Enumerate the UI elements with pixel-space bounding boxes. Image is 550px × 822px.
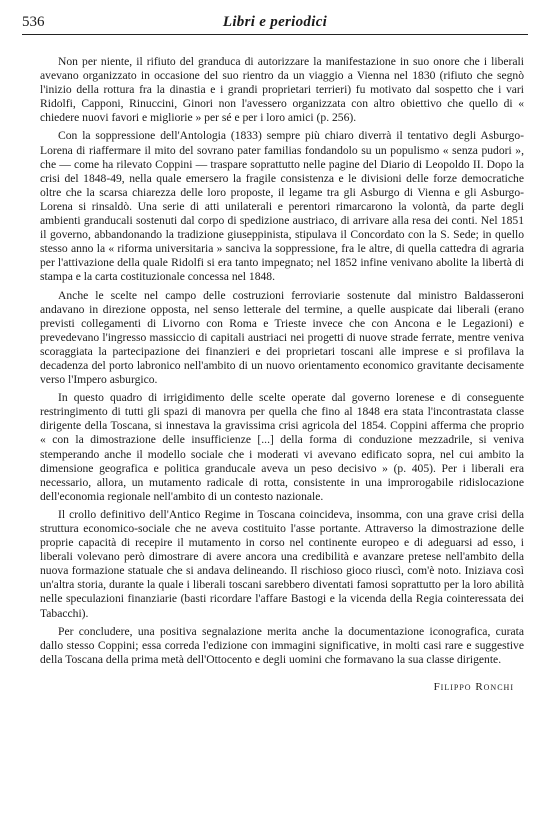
author-signature: Filippo Ronchi [433,680,514,693]
paragraph: Con la soppressione dell'Antologia (1833) sempre più chiaro diverrà il tentativo degli Asburgo-Lorena di riaffermare il mito del sovrano pater familias fondandolo su un populismo « senza pudori », che — come ha rilevato Coppini — traspare soprattutto nelle pagine del Diario di Leopoldo II. Dopo la crisi del 1848-49, nella quale emersero la fragile consistenza e le divisioni delle forze democratiche oltre che la scarsa chiarezza delle loro proposte, il legame tra gli Asburgo di Vienna e gli Asburgo-Lorena si rinsaldò. Una serie di atti unilaterali e perentori rimarcarono la volontà, da parte degli ambienti granducali sostenuti dal corpo di spedizione austriaco, di arrivare alla resa dei conti. Nel 1851 il governo, abbandonando la tradizione giuseppinista, stipulava il Concordato con la S. Sede; in quello stesso anno la « riforma universitaria » sanciva la soppressione, fra le altre, di quella cattedra di agraria per l'attivazione della quale Ridolfi si era tanto impegnato; nel 1852 infine venivano abolite la libertà di stampa e la carta costituzionale concessa nel 1848. [40,129,524,284]
paragraph: Il crollo definitivo dell'Antico Regime in Toscana coincideva, insomma, con una grave crisi della struttura economico-sociale che ne aveva costituito l'asse portante. Attraverso la dimostrazione delle proprie capacità di recepire il mutamento in corso nel continente europeo e di adeguarsi ad esso, i liberali volevano però dimostrare di avere ancora una credibilità e avanzare pretese nell'ambito della nuova formazione statuale che si andava delineando. Il rischioso gioco riuscì, com'è noto. Iniziava così un'altra storia, durante la quale i liberali toscani sarebbero diventati famosi soprattutto per la loro abilità nelle speculazioni finanziarie (basti ricordare l'affare Bastogi e la vicenda della Regia cointeressata dei Tabacchi). [40,507,524,620]
paragraph: Non per niente, il rifiuto del granduca di autorizzare la manifestazione in suo onore che i liberali avevano organizzato in occasione del suo rientro da un viaggio a Vienna nel 1830 (rifiuto che segnò l'inizio della rottura fra la dinastia e i grandi proprietari terrieri) fu motivato dal sospetto che i vari Ridolfi, Capponi, Rinuccini, Ginori non l'avessero organizzata con altro obiettivo che quello di « chiedere nuovi favori e migliorie » per sé e per i loro amici (p. 256). [40,55,524,125]
page-number: 536 [22,14,45,30]
paragraph: Per concludere, una positiva segnalazione merita anche la documentazione iconografica, curata dallo stesso Coppini; essa correda l'edizione con immagini significative, in molti casi rare e suggestive della Toscana della prima metà dell'Ottocento e degli uomini che formavano la sua classe dirigente. [40,624,524,666]
page-header [22,14,528,35]
running-head: Libri e periodici [222,14,328,30]
article-body [22,55,528,693]
paragraph: Anche le scelte nel campo delle costruzioni ferroviarie sostenute dal ministro Baldasseroni andavano in direzione opposta, nel senso letterale del termine, a quelle auspicate dai liberali (erano previsti collegamenti di Livorno con Roma e Trieste invece che con Ancona e le Legazioni) e prevedevano l'ingresso massiccio di capitali austriaci nei progetti di nuove strade ferrate, mentre veniva scoraggiata la partecipazione dei finanzieri e dei proprietari toscani alle imprese e si profilava la decadenza del porto labronico nell'ambito di un nuovo orientamento economico gravitante decisamente verso l'Impero asburgico. [40,288,524,387]
paragraph: In questo quadro di irrigidimento delle scelte operate dal governo lorenese e di conseguente restringimento di tutti gli spazi di manovra per quella che fino al 1848 era stata l'incontrastata classe dirigente della Toscana, si innestava la gravissima crisi agricola del 1854. Coppini afferma che proprio « con la dimostrazione delle insufficienze [...] della forma di conduzione mezzadrile, si veniva stemperando anche il modello sociale che i moderati vi avevano edificato sopra, nel cui ambito la dimensione geografica e politica granducale aveva un peso decisivo » (p. 405). Per i liberali era necessario, allora, un mutamento radicale di rotta, consistente in una improrogabile ridislocazione dell'economia regionale nell'ambito di un contesto nazionale. [40,391,524,503]
